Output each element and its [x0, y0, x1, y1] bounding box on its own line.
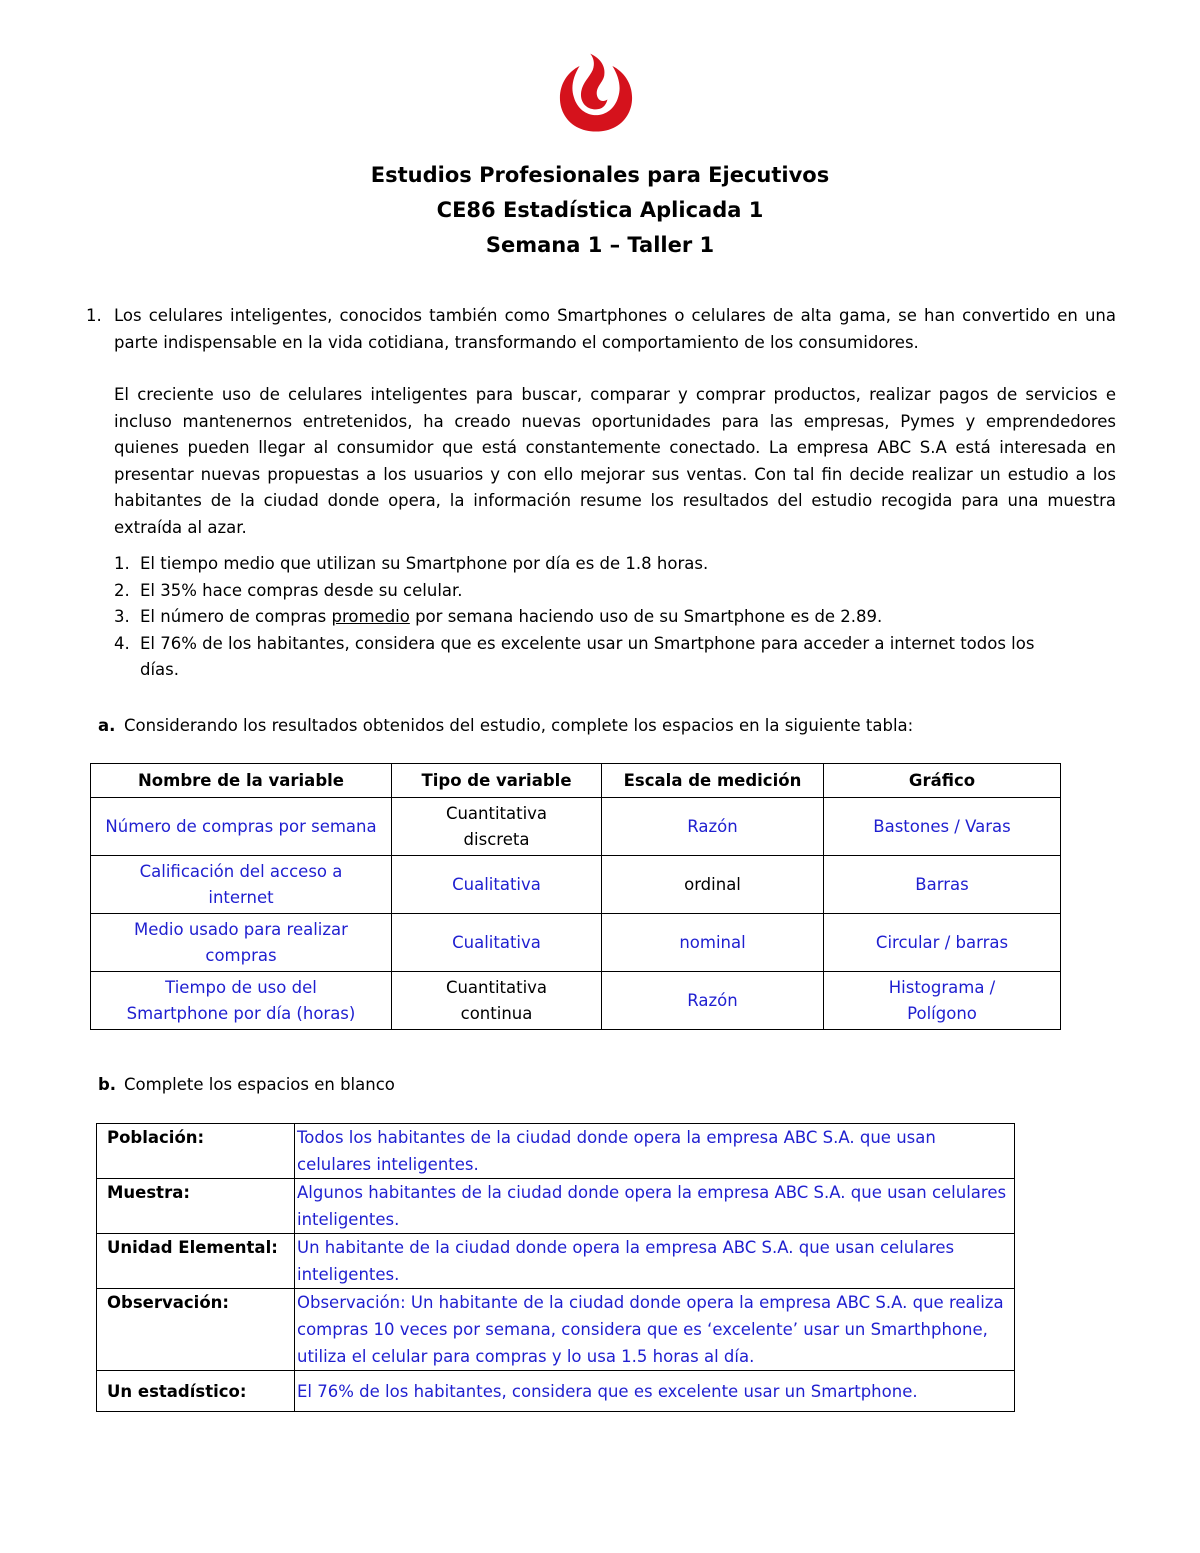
definition-label: Población:	[97, 1124, 295, 1179]
table-row	[97, 1179, 1015, 1234]
scale-cell: ordinal	[602, 856, 824, 914]
variable-name-cell: Calificación del acceso a internet	[91, 856, 392, 914]
variables-table	[90, 763, 1061, 1030]
list-item: 1. El tiempo medio que utilizan su Smartphone por día es de 1.8 horas.	[114, 554, 709, 573]
definition-value: Todos los habitantes de la ciudad donde opera la empresa ABC S.A. que usan celulares inteligentes.	[295, 1124, 1015, 1179]
scale-cell: Razón	[602, 798, 824, 856]
program-title: Estudios Profesionales para Ejecutivos	[370, 163, 830, 187]
question-intro: Los celulares inteligentes, conocidos también como Smartphones o celulares de alta gama, se han convertido en una parte indispensable en la vida cotidiana, transformando el comportamiento de los consumidores.	[114, 306, 1116, 352]
variable-name-cell: Tiempo de uso del Smartphone por día (horas)	[91, 972, 392, 1030]
course-title: CE86 Estadística Aplicada 1	[436, 198, 764, 222]
definition-label: Un estadístico:	[97, 1371, 295, 1412]
chart-cell: Bastones / Varas	[824, 798, 1061, 856]
definition-value: Algunos habitantes de la ciudad donde opera la empresa ABC S.A. que usan celulares inteligentes.	[295, 1179, 1015, 1234]
session-title: Semana 1 – Taller 1	[485, 233, 715, 257]
question-context: El creciente uso de celulares inteligentes para buscar, comparar y comprar productos, realizar pagos de servicios e incluso mantenernos entretenidos, ha creado nuevas oportunidades para las empresas, Pymes y emprendedores quienes pueden llegar al consumidor que está constantemente conectado. La empresa ABC S.A está interesada en presentar nuevas propuestas a los usuarios y con ello mejorar sus ventas. Con tal fin decide realizar un estudio a los habitantes de la ciudad donde opera, la información resume los resultados del estudio recogida para una muestra extraída al azar.	[114, 385, 1116, 537]
table-row	[91, 798, 1061, 856]
table-row	[91, 914, 1061, 972]
part-b-instruction: b. Complete los espacios en blanco	[98, 1072, 395, 1098]
list-item: 2. El 35% hace compras desde su celular.	[114, 580, 463, 600]
table-header-row	[91, 764, 1061, 798]
part-a-letter: a.	[98, 716, 116, 735]
variable-name-cell: Medio usado para realizar compras	[91, 914, 392, 972]
upc-flame-logo	[555, 52, 637, 134]
question-number: 1.	[86, 306, 102, 325]
variable-type-cell: Cuantitativa discreta	[392, 798, 602, 856]
table-row	[91, 972, 1061, 1030]
variable-name-cell: Número de compras por semana	[91, 798, 392, 856]
table-row	[97, 1289, 1015, 1371]
definitions-table	[96, 1123, 1015, 1412]
variable-type-cell: Cuantitativa continua	[392, 972, 602, 1030]
list-item: 3. El número de compras promedio por semana haciendo uso de su Smartphone es de 2.89.	[114, 607, 883, 626]
part-a-instruction: a. Considerando los resultados obtenidos del estudio, complete los espacios en la siguiente tabla:	[98, 713, 913, 739]
definition-label: Observación:	[97, 1289, 295, 1371]
table-row	[91, 856, 1061, 914]
list-item: 4. El 76% de los habitantes, considera que es excelente usar un Smartphone para acceder a internet todos los días.	[114, 633, 1035, 679]
document-title-block	[0, 158, 1200, 263]
scale-cell: Razón	[602, 972, 824, 1030]
question-1	[86, 303, 1116, 684]
results-list	[114, 551, 1116, 684]
chart-cell: Histograma / Polígono	[824, 972, 1061, 1030]
variable-type-cell: Cualitativa	[392, 856, 602, 914]
underlined-word: promedio	[331, 607, 410, 626]
table-row	[97, 1234, 1015, 1289]
definition-value: Observación: Un habitante de la ciudad donde opera la empresa ABC S.A. que realiza compras 10 veces por semana, considera que es ‘excelente’ usar un Smarthphone, utiliza el celular para compras y lo usa 1.5 horas al día.	[295, 1289, 1015, 1371]
column-header: Escala de medición	[602, 764, 824, 798]
definition-value: Un habitante de la ciudad donde opera la empresa ABC S.A. que usan celulares inteligentes.	[295, 1234, 1015, 1289]
variable-type-cell: Cualitativa	[392, 914, 602, 972]
scale-cell: nominal	[602, 914, 824, 972]
definition-label: Muestra:	[97, 1179, 295, 1234]
chart-cell: Barras	[824, 856, 1061, 914]
definition-label: Unidad Elemental:	[97, 1234, 295, 1289]
definition-value: El 76% de los habitantes, considera que es excelente usar un Smartphone.	[295, 1371, 1015, 1412]
part-b-letter: b.	[98, 1075, 117, 1094]
table-row	[97, 1124, 1015, 1179]
column-header: Tipo de variable	[392, 764, 602, 798]
table-row	[97, 1371, 1015, 1412]
chart-cell: Circular / barras	[824, 914, 1061, 972]
column-header: Nombre de la variable	[91, 764, 392, 798]
column-header: Gráfico	[824, 764, 1061, 798]
